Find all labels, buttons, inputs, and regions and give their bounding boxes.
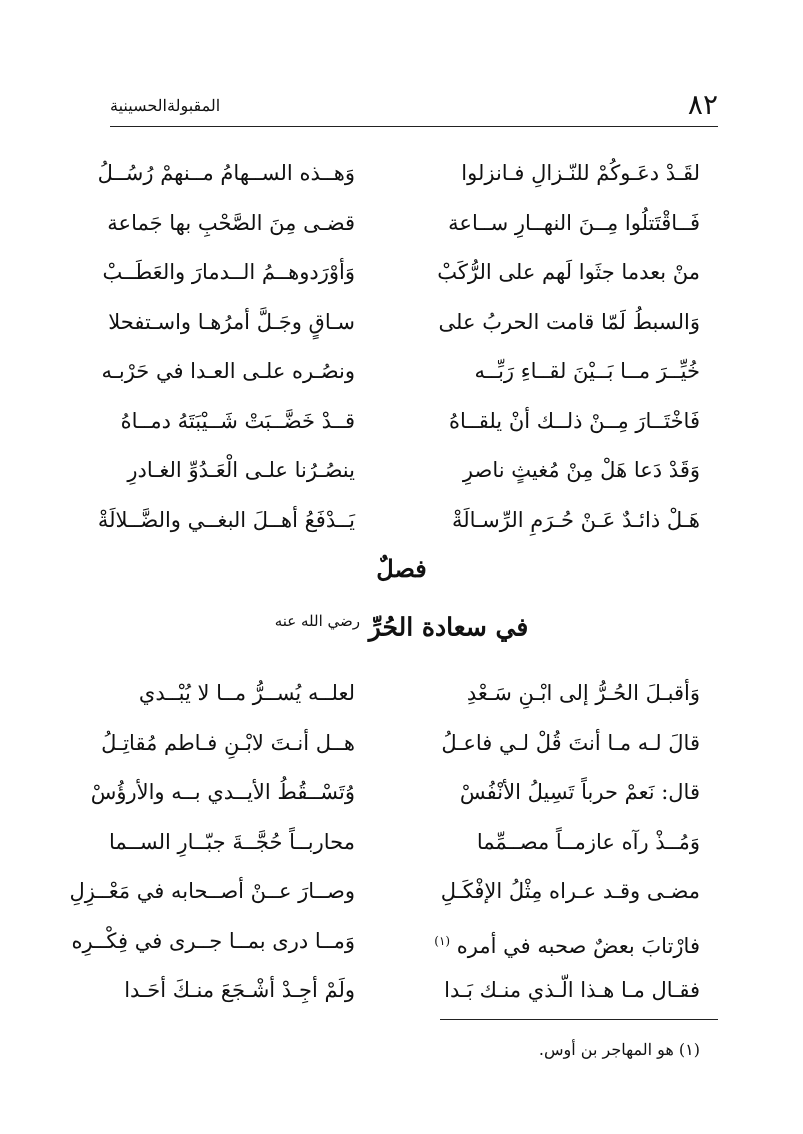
hemistich-left: وصــارَ عــنْ أصــحابه في مَعْــزِلِ — [69, 879, 355, 903]
hemistich-right-with-footnote — [410, 924, 700, 963]
hemistich-left: هــل أنـتَ لابْـنِ فـاطم مُقاتِـلُ — [101, 730, 355, 755]
hemistich-right-text: فارْتابَ بعضٌ صحبه في أمره — [456, 933, 700, 958]
verse-row — [0, 156, 803, 206]
page-number: ٨٢ — [687, 88, 718, 121]
verse-row — [0, 404, 803, 454]
hemistich-left: قــدْ خَضَّــبَتْ شَــيْبَتَهُ دمــاهُ — [120, 408, 355, 433]
hemistich-right: فقـال مـا هـذا الّـذي منـك بَـدا — [444, 978, 700, 1002]
hemistich-left: وَهــذه الســهامُ مــنهمْ رُسُــلُ — [97, 161, 355, 185]
hemistich-right: وَمُــذْ رآه عازمــاً مصــمِّما — [476, 829, 700, 854]
hemistich-right: قالَ لـه مـا أنتَ قُلْ لـي فاعـلُ — [441, 730, 700, 755]
verse-row — [0, 453, 803, 503]
verse-row — [0, 924, 803, 974]
hemistich-right: فَــاقْتَتلُوا مِــنَ النهــارِ ســاعة — [448, 210, 700, 235]
hemistich-right: فَاخْتَــارَ مِــنْ ذلــك أنْ يلقــاهُ — [449, 408, 700, 433]
verse-row — [0, 305, 803, 355]
verse-row — [0, 775, 803, 825]
hemistich-right: وَقَدْ دَعا هَلْ مِنْ مُغيثٍ ناصرِ — [462, 458, 700, 482]
verse-row — [0, 726, 803, 776]
hemistich-right: هَـلْ ذائـدٌ عَـنْ حُـرَمِ الرِّسـالَةْ — [451, 507, 700, 532]
hemistich-left: وَأوْرَدوهــمُ الــدمارَ والعَطَــبْ — [102, 260, 355, 284]
verse-row — [0, 973, 803, 1023]
hemistich-left: محاربــاً حُجَّــةَ جبّــارِ الســما — [109, 829, 355, 854]
section-title-text: في سعادة الحُرِّ — [368, 612, 529, 642]
section-title — [0, 612, 803, 641]
hemistich-left: قضـى مِنَ الصَّحْبِ بها جَماعة — [107, 210, 355, 235]
footnote-marker[interactable]: (١) — [434, 933, 451, 948]
poem-block-2 — [0, 676, 803, 1023]
hemistich-right: خُيِّــرَ مــا بَــيْنَ لقــاءِ رَبِّــه — [474, 359, 700, 383]
poem-block-1 — [0, 156, 803, 552]
hemistich-right: لقَـدْ دعَـوكُمْ للنّـزالِ فـانزلوا — [461, 161, 700, 185]
verse-row — [0, 825, 803, 875]
hemistich-left: سـاقٍ وجَـلَّ أمرُهـا واسـتفحلا — [108, 309, 355, 334]
hemistich-left: ونصُـره علـى العـدا في حَرْبـه — [101, 359, 355, 383]
running-title: المقبولةالحسينية — [110, 96, 221, 115]
honorific-mark: رضي الله عنه — [274, 612, 361, 630]
hemistich-left: ولَمْ أجِـدْ أشْـجَعَ منـكَ أحَـدا — [124, 978, 355, 1002]
hemistich-right: وَأقبـلَ الحُـرُّ إلى ابْـنِ سَـعْدِ — [466, 681, 700, 705]
hemistich-right: وَالسبطُ لَمّا قامت الحربُ على — [438, 309, 700, 334]
hemistich-left: لعلــه يُســرُّ مــا لا يُبْــدي — [138, 681, 355, 705]
hemistich-right: منْ بعدما جثَوا لَهم على الرُّكَبْ — [437, 260, 700, 284]
footnote: (١) هو المهاجر بن أوس. — [538, 1040, 700, 1059]
section-label: فصلٌ — [376, 554, 427, 583]
verse-row — [0, 503, 803, 553]
page-header — [110, 86, 718, 127]
verse-row — [0, 354, 803, 404]
verse-row — [0, 676, 803, 726]
verse-row — [0, 874, 803, 924]
hemistich-right: قال: نَعمْ حرباً تَسِيلُ الأنْفُسْ — [459, 780, 700, 804]
hemistich-left: ينصُـرُنا علـى الْعَـدُوِّ الغـادرِ — [127, 458, 355, 482]
verse-row — [0, 206, 803, 256]
verse-row — [0, 255, 803, 305]
footnote-divider — [440, 1019, 718, 1020]
hemistich-right: مضـى وقـد عـراه مِثْلُ الإفْكَـلِ — [440, 879, 700, 903]
hemistich-left: وَمــا درى بمــا جــرى في فِكْــرِه — [71, 928, 355, 953]
hemistich-left: يَــدْفَعُ أهــلَ البغــي والضَّــلالَةْ — [97, 507, 355, 532]
hemistich-left: وُتَسْــقُطُ الأيــدي بــه والأرؤُسْ — [90, 780, 355, 804]
